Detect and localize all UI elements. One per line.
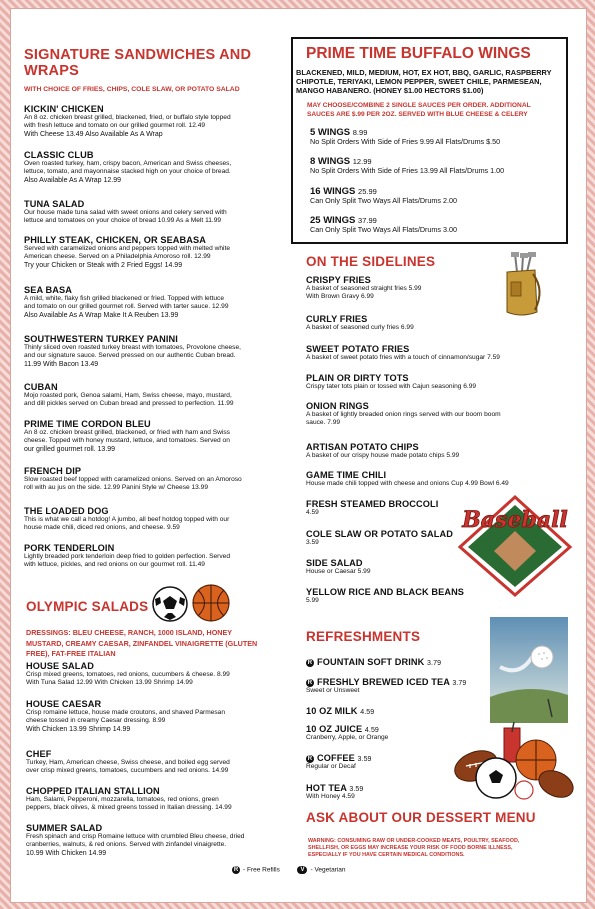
refreshment-item <box>306 677 486 695</box>
refreshment-item <box>306 706 486 716</box>
wings-item <box>310 186 560 205</box>
salad-dressings: DRESSINGS: BLEU CHEESE, RANCH, 1000 ISLAND, HONEY MUSTARD, CREAMY CAESAR, ZINFANDEL VINAIGRETTE (GLUTEN FREE), FAT-FREE ITALIAN <box>26 628 258 658</box>
basketball-icon <box>191 583 231 623</box>
item-description: Can Only Split Two Ways All Flats/Drums 3.00 <box>310 225 457 234</box>
sandwich-item <box>24 382 282 409</box>
refreshments-title: REFRESHMENTS <box>306 629 421 644</box>
item-description: A basket of sweet potato fries with a touch of cinnamon/sugar 7.59 <box>306 354 500 361</box>
item-description: cheese tossed in creamy Caesar dressing. 8.99 <box>26 717 166 725</box>
sides-title: ON THE SIDELINES <box>306 254 436 269</box>
item-extra: Try your Chicken or Steak with 2 Fried Eggs! 14.99 <box>24 261 183 269</box>
item-description: Cranberry, Apple, or Orange <box>306 734 389 741</box>
wings-item <box>310 215 560 234</box>
side-item <box>306 314 566 332</box>
item-name: SWEET POTATO FRIES <box>306 344 410 354</box>
item-name: PHILLY STEAK, CHICKEN, OR SEABASA <box>24 235 206 245</box>
item-description: Mojo roasted pork, Genoa salami, Ham, Swiss cheese, mayo, mustard, <box>24 392 232 399</box>
item-description: house made chili, diced red onions, and cheese. 9.59 <box>24 524 180 532</box>
item-description: 3.59 <box>306 539 319 546</box>
item-description: No Split Orders With Side of Fries 13.99 All Flats/Drums 1.00 <box>310 166 505 175</box>
item-name: SEA BASA <box>24 285 72 295</box>
side-item <box>306 275 566 302</box>
item-line <box>306 657 486 667</box>
item-description: Crispy tater tots plain or tossed with Cajun seasoning 6.99 <box>306 383 477 390</box>
item-name: 16 WINGS <box>310 186 356 197</box>
item-description: cranberries, walnuts, & red onions. Served with zinfandel vinaigrette. <box>26 841 227 849</box>
item-price: 4.59 <box>360 709 375 716</box>
baseball-label: Baseball <box>462 507 568 533</box>
item-name: HOT TEA <box>306 783 347 793</box>
item-name: YELLOW RICE AND BLACK BEANS <box>306 587 465 597</box>
sandwich-item <box>24 199 282 226</box>
item-price: 3.79 <box>427 660 442 667</box>
refill-icon: R <box>233 867 239 873</box>
item-description: With Honey 4.59 <box>306 793 355 800</box>
baseball-diamond-icon <box>456 491 574 597</box>
item-description: A basket of lightly breaded onion rings served with our boom boom <box>306 411 501 418</box>
item-name: 5 WINGS <box>310 127 351 138</box>
item-description: Thinly sliced oven roasted turkey breast with tomatoes, Provolone cheese, <box>24 344 241 351</box>
sandwich-item <box>24 104 282 139</box>
sandwich-item <box>24 150 282 185</box>
item-name: 8 WINGS <box>310 156 351 167</box>
item-name: PRIME TIME CORDON BLEU <box>24 419 151 429</box>
refill-icon: R <box>307 659 313 666</box>
item-description: Oven roasted turkey, ham, crispy bacon, American and Swiss cheeses, <box>24 160 232 167</box>
item-name: COFFEE <box>317 753 355 763</box>
legend <box>232 866 346 874</box>
item-name: FOUNTAIN SOFT DRINK <box>317 657 425 667</box>
side-item <box>306 373 566 391</box>
sandwich-item <box>24 419 282 454</box>
sandwich-item <box>24 334 282 369</box>
item-name: 10 OZ JUICE <box>306 724 363 734</box>
item-description: House or Caesar 5.99 <box>306 568 371 575</box>
item-description: No Split Orders With Side of Fries 9.99 All Flats/Drums $.50 <box>310 137 501 146</box>
item-description: 4.59 <box>306 509 319 516</box>
item-line <box>306 677 486 687</box>
item-line <box>306 706 486 716</box>
item-price: 4.59 <box>364 727 379 734</box>
item-price: 3.59 <box>357 756 372 763</box>
sandwich-item <box>24 285 282 320</box>
item-description: A basket of seasoned straight fries 5.99 <box>306 285 422 292</box>
item-extra: Also Available As A Wrap Make It A Reuben 13.99 <box>24 311 179 319</box>
item-description: with lettuce, pickles, and red onions on our gourmet roll. 11.49 <box>24 561 205 569</box>
item-price: 25.99 <box>358 187 377 196</box>
salad-item <box>26 823 284 858</box>
item-name: HOUSE CAESAR <box>26 699 102 709</box>
salad-item <box>26 661 284 688</box>
legend-vegetarian: - Vegetarian <box>310 866 346 874</box>
item-description: Crisp mixed greens, tomatoes, red onions, cucumbers & cheese. 8.99 <box>26 671 230 678</box>
wings-note: MAY CHOOSE/COMBINE 2 SINGLE SAUCES PER ORDER. ADDITIONAL SAUCES ARE $.99 PER 2OZ. SERVED WITH BLUE CHEESE & CELERY <box>307 102 531 118</box>
item-name: 25 WINGS <box>310 215 356 226</box>
item-description: Crisp romaine lettuce, house made croutons, and shaved Parmesan <box>26 709 226 716</box>
item-description: and tomato on our grilled gourmet roll. Served with tarter sauce. 12.99 <box>24 303 229 311</box>
salad-item <box>26 786 284 813</box>
sports-balls-icon <box>452 722 574 808</box>
item-description: This is what we call a hotdog! A jumbo, all beef hotdog topped with our <box>24 516 230 523</box>
sandwich-item <box>24 506 282 533</box>
item-description: A basket of our crispy house made potato chips 5.99 <box>306 452 460 459</box>
item-extra: Also Available As A Wrap 12.99 <box>24 176 122 184</box>
item-description: A mild, white, flaky fish grilled blackened or fried. Topped with lettuce <box>24 295 224 302</box>
item-name: COLE SLAW OR POTATO SALAD <box>306 529 453 539</box>
item-name: SUMMER SALAD <box>26 823 103 833</box>
item-name: PORK TENDERLOIN <box>24 543 115 553</box>
legend-refill: - Free Refills <box>243 866 280 874</box>
item-description: Sweet or Unsweet <box>306 687 360 694</box>
salad-item <box>26 749 284 776</box>
side-item <box>306 344 566 362</box>
item-description: roll with au jus on the side. 12.99 Panini Style w/ Cheese 13.99 <box>24 484 209 492</box>
item-extra: With Cheese 13.49 Also Available As A Wrap <box>24 130 163 138</box>
item-name: FRENCH DIP <box>24 466 82 476</box>
item-extra: 11.99 With Bacon 13.49 <box>24 360 99 368</box>
item-description: With Tuna Salad 12.99 With Chicken 13.99 Shrimp 14.99 <box>26 679 193 687</box>
refill-icon: R <box>307 755 313 762</box>
item-description: Fresh spinach and crisp Romaine lettuce with crumbled Bleu cheese, dried <box>26 833 245 840</box>
vegetarian-icon: V <box>297 866 307 874</box>
item-name: SOUTHWESTERN TURKEY PANINI <box>24 334 178 344</box>
item-extra: With Chicken 13.99 Shrimp 14.99 <box>26 725 131 733</box>
item-description: Can Only Split Two Ways All Flats/Drums 2.00 <box>310 196 457 205</box>
sandwich-item <box>24 543 282 570</box>
item-description: Slow roasted beef topped with caramelized onions. Served on an Amoroso <box>24 476 242 483</box>
item-description: 5.99 <box>306 597 319 604</box>
side-item <box>306 401 566 428</box>
item-name: ONION RINGS <box>306 401 369 411</box>
item-price: 12.99 <box>352 157 372 166</box>
item-name: CUBAN <box>24 382 58 392</box>
item-name: CURLY FRIES <box>306 314 368 324</box>
item-name: PLAIN OR DIRTY TOTS <box>306 373 409 383</box>
salads-title: OLYMPIC SALADS <box>26 599 149 614</box>
item-description: Ham, Salami, Pepperoni, mozzarella, tomatoes, red onions, green <box>26 796 219 803</box>
item-name: KICKIN' CHICKEN <box>24 104 104 114</box>
item-price: 8.99 <box>352 128 368 137</box>
item-name: FRESH STEAMED BROCCOLI <box>306 499 439 509</box>
item-price: 3.79 <box>452 680 467 687</box>
wings-sauces: BLACKENED, MILD, MEDIUM, HOT, EX HOT, BBQ, GARLIC, RASPBERRY CHIPOTLE, TERIYAKI, LEMON PEPPER, SWEET CHILE, PARMESEAN, MANGO HABANERO. (HONEY $1.00 HECTORS $1.00) <box>296 68 552 96</box>
item-description: Regular or Decaf <box>306 763 356 770</box>
wings-item <box>310 156 560 175</box>
soccer-ball-icon <box>151 585 189 623</box>
item-name: THE LOADED DOG <box>24 506 109 516</box>
item-description: lettuce, tomato, and mayonnaise stacked high on your choice of bread. <box>24 168 231 176</box>
item-name: FRESHLY BREWED ICED TEA <box>317 677 450 687</box>
item-description: with fresh lettuce and tomato on our grilled gourmet roll. 12.49 <box>24 122 206 130</box>
item-description: Turkey, Ham, American cheese, Swiss cheese, and boiled egg served <box>26 759 230 766</box>
item-name: HOUSE SALAD <box>26 661 94 671</box>
wings-title: PRIME TIME BUFFALO WINGS <box>306 45 531 62</box>
item-description: lettuce and tomatoes on your choice of bread 10.99 As a Melt 11.99 <box>24 217 222 225</box>
side-item <box>306 470 566 488</box>
item-name: TUNA SALAD <box>24 199 85 209</box>
item-description: and our signature sauce. Served pressed on our authentic Cuban bread. <box>24 352 236 360</box>
item-description: and dill pickles served on Cuban bread and pressed to perfection. 11.99 <box>24 400 234 408</box>
item-name: CHOPPED ITALIAN STALLION <box>26 786 160 796</box>
warning: WARNING: CONSUMING RAW OR UNDER-COOKED MEATS, POULTRY, SEAFOOD, SHELLFISH, OR EGGS MAY INCREASE YOUR RISK OF FOOD BORNE ILLNESS, ESPECIALLY IF YOU HAVE CERTAIN MEDICAL CONDITIONS. <box>308 838 520 858</box>
wings-item <box>310 127 560 146</box>
item-description: peppers, black olives, & mixed greens tossed in Italian dressing. 14.99 <box>26 804 232 812</box>
golf-ball-icon <box>490 617 568 723</box>
item-price: 3.59 <box>349 786 364 793</box>
salad-item <box>26 699 284 734</box>
item-description: cheese. Topped with honey mustard, lettuce, and tomatoes. Served on <box>24 437 230 445</box>
item-description: A basket of seasoned curly fries 6.99 <box>306 324 414 331</box>
item-name: ARTISAN POTATO CHIPS <box>306 442 419 452</box>
item-name: SIDE SALAD <box>306 558 363 568</box>
item-description: House made chili topped with cheese and onions Cup 4.99 Bowl 6.49 <box>306 480 509 487</box>
item-description: sauce. 7.99 <box>306 419 341 427</box>
item-description: Served with caramelized onions and peppers topped with melted white <box>24 245 230 252</box>
refill-icon: R <box>307 679 313 686</box>
item-description: Lightly breaded pork tenderloin deep fried to golden perfection. Served <box>24 553 231 560</box>
item-name: CLASSIC CLUB <box>24 150 94 160</box>
item-description: American cheese. Served on a Philadelphia Amoroso roll. 12.99 <box>24 253 211 261</box>
sandwiches-subtitle: WITH CHOICE OF FRIES, CHIPS, COLE SLAW, OR POTATO SALAD <box>24 86 240 93</box>
item-name: 10 OZ MILK <box>306 706 358 716</box>
item-description: over crisp mixed greens, tomatoes, cucumbers and red onions. 14.99 <box>26 767 229 775</box>
side-item <box>306 442 566 460</box>
item-name: CHEF <box>26 749 52 759</box>
item-extra: 10.99 With Chicken 14.99 <box>26 849 107 857</box>
item-price: 37.99 <box>358 216 377 225</box>
item-description: An 8 oz. chicken breast grilled, blackened, fried, or buffalo style topped <box>24 114 231 121</box>
sandwich-item <box>24 235 282 270</box>
item-extra: our grilled gourmet roll. 13.99 <box>24 445 116 453</box>
dessert-menu: ASK ABOUT OUR DESSERT MENU <box>306 810 536 825</box>
sandwiches-title: SIGNATURE SANDWICHES AND WRAPS <box>24 47 252 79</box>
refreshment-item <box>306 657 486 667</box>
item-name: CRISPY FRIES <box>306 275 371 285</box>
item-description: An 8 oz. chicken breast grilled, blackened, or fried with ham and Swiss <box>24 429 230 436</box>
item-description: Our house made tuna salad with sweet onions and celery served with <box>24 209 227 216</box>
item-description: With Brown Gravy 6.99 <box>306 293 374 301</box>
sandwich-item <box>24 466 282 493</box>
item-name: GAME TIME CHILI <box>306 470 387 480</box>
